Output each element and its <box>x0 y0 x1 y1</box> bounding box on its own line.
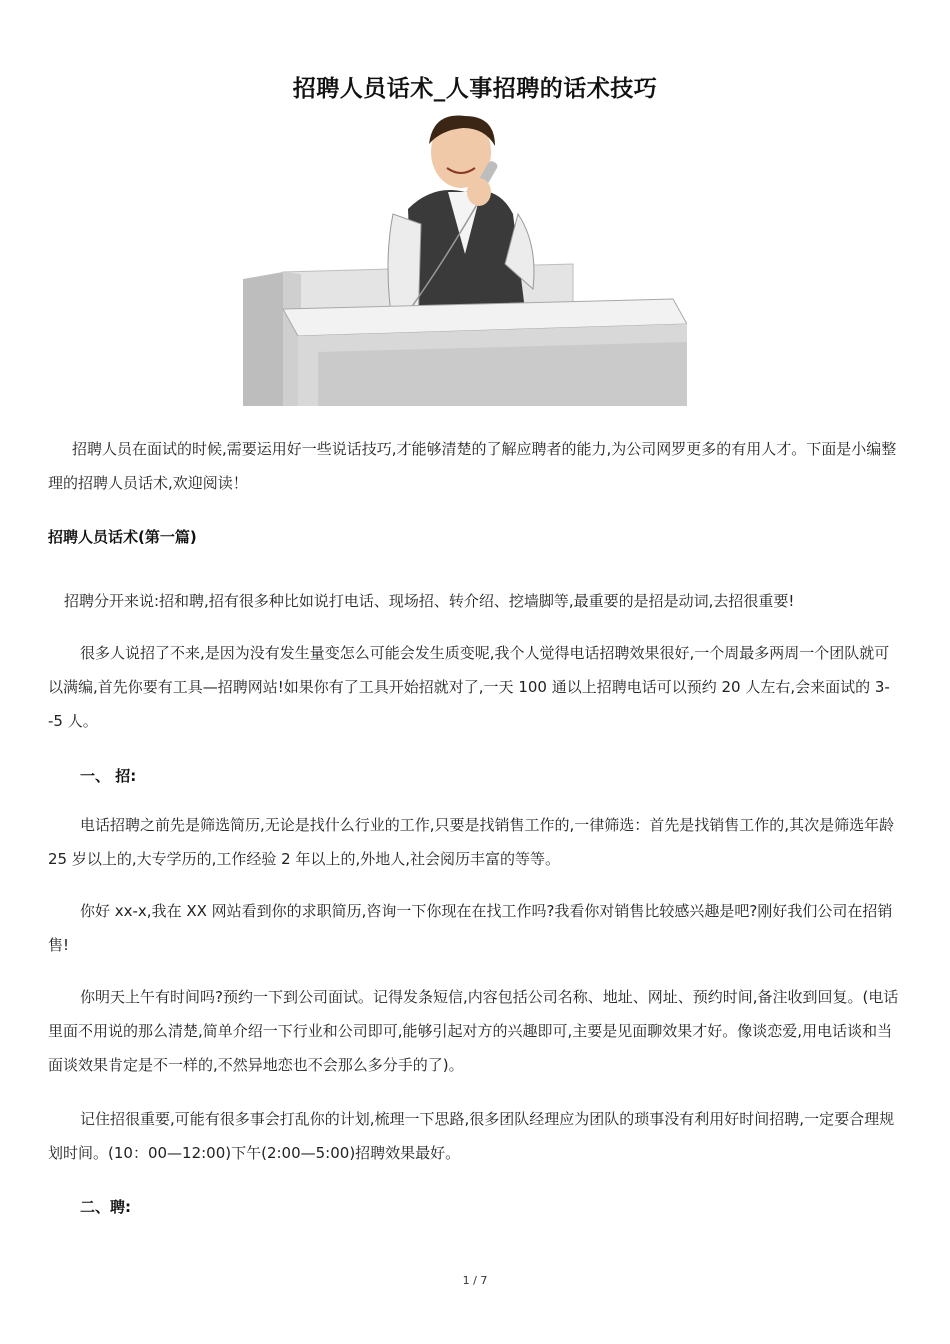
paragraph-6: 记住招很重要,可能有很多事会打乱你的计划,梳理一下思路,很多团队经理应为团队的琐事没有利用好时间招聘,一定要合理规划时间。(10：00—12:00)下午(2:00—5:00)招聘效果最好。 <box>48 1110 895 1162</box>
section-heading: 招聘人员话术(第一篇) <box>48 528 197 546</box>
paragraph-2: 很多人说招了不来,是因为没有发生量变怎么可能会发生质变呢,我个人觉得电话招聘效果很好,一个周最多两周一个团队就可以满编,首先你要有工具—招聘网站!如果你有了工具开始招就对了,一天 100 通以上招聘电话可以预约 20 人左右,会来面试的 3--5 人。 <box>48 644 890 730</box>
subheading-zhao: 一、 招: <box>80 767 137 785</box>
subheading-pin: 二、聘: <box>80 1198 131 1216</box>
paragraph-1: 招聘分开来说:招和聘,招有很多种比如说打电话、现场招、转介绍、挖墙脚等,最重要的是招是动词,去招很重要! <box>64 592 795 610</box>
paragraph-5: 你明天上午有时间吗?预约一下到公司面试。记得发条短信,内容包括公司名称、地址、网址、预约时间,备注收到回复。(电话里面不用说的那么清楚,简单介绍一下行业和公司即可,能够引起对方的兴趣即可,主要是见面聊效果才好。像谈恋爱,用电话谈和当面谈效果肯定是不一样的,不然异地恋也不会那么多分手的了)。 <box>48 988 899 1074</box>
paragraph-3: 电话招聘之前先是筛选简历,无论是找什么行业的工作,只要是找销售工作的,一律筛选：首先是找销售工作的,其次是筛选年龄 25 岁以上的,大专学历的,工作经验 2 年以上的,外地人,社会阅历丰富的等等。 <box>48 816 895 868</box>
paragraph-4: 你好 xx-x,我在 XX 网站看到你的求职简历,咨询一下你现在在找工作吗?我看你对销售比较感兴趣是吧?刚好我们公司在招销售! <box>48 902 893 954</box>
document-title: 招聘人员话术_人事招聘的话术技巧 <box>292 76 658 102</box>
page-number: 1 / 7 <box>462 1274 488 1287</box>
receptionist-illustration <box>243 114 687 406</box>
intro-paragraph: 招聘人员在面试的时候,需要运用好一些说话技巧,才能够清楚的了解应聘者的能力,为公司网罗更多的有用人才。下面是小编整理的招聘人员话术,欢迎阅读！ <box>48 440 897 492</box>
